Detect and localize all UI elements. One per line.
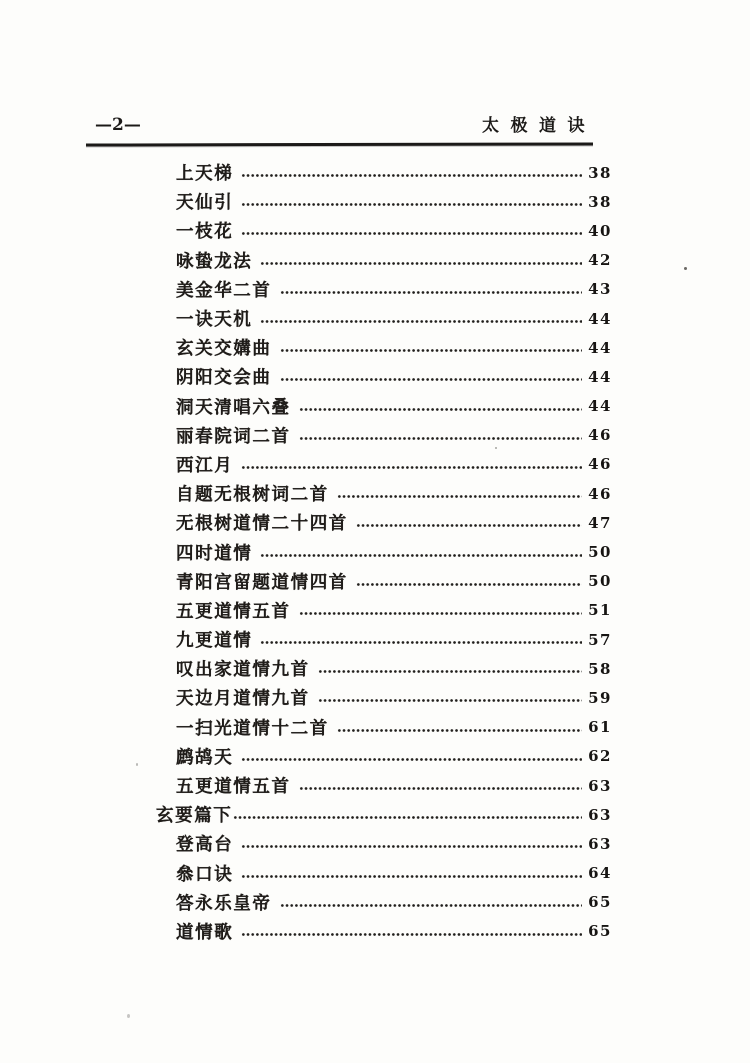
toc-entry-title: 玄要篇下 [156,805,233,826]
dot-leader [299,609,582,618]
toc-page-number: 47 [588,513,612,532]
toc-row [0,917,750,946]
toc-page-number: 50 [588,543,612,562]
toc-row [0,625,750,654]
toc-row [0,187,750,216]
toc-page-number: 63 [588,776,612,795]
toc-page-number: 63 [588,834,612,853]
folio-page-number: —2— [95,115,141,135]
toc-row [0,771,750,800]
scan-speck [136,763,138,766]
dot-leader [337,492,582,501]
toc-row [0,275,750,304]
toc-entry-title: 登高台 [176,834,234,855]
dot-leader [241,930,582,939]
toc-row [0,683,750,712]
toc-entry-title: 美金华二首 [176,279,272,300]
toc-row [0,450,750,479]
toc-page-number: 46 [588,455,612,474]
toc-entry-title: 鹧鸪天 [176,746,234,767]
scan-speck [684,267,687,270]
dot-leader [299,784,582,793]
toc-page-number: 65 [588,893,612,912]
toc-row [0,596,750,625]
toc-entry-title: 阴阳交会曲 [176,367,272,388]
toc-page-number: 46 [588,426,612,445]
dot-leader [241,200,582,209]
toc-page-number: 38 [588,192,612,211]
dot-leader [337,726,582,735]
toc-page-number: 42 [588,251,612,270]
table-of-contents [0,158,750,946]
dot-leader [280,288,583,297]
toc-page-number: 61 [588,718,612,737]
toc-entry-title: 自题无根树词二首 [176,484,329,505]
toc-page-number: 58 [588,659,612,678]
toc-page-number: 44 [588,367,612,386]
toc-row [0,537,750,566]
toc-page-number: 62 [588,747,612,766]
toc-entry-title: 叅口诀 [176,863,234,884]
dot-leader [233,813,582,822]
dot-leader [356,521,582,530]
toc-page-number: 59 [588,688,612,707]
toc-page-number: 44 [588,397,612,416]
header-rule [86,142,593,146]
toc-row [0,859,750,888]
dot-leader [241,463,582,472]
toc-row [0,567,750,596]
toc-entry-title: 洞天清唱六叠 [176,396,291,417]
dot-leader [356,580,582,589]
toc-entry-title: 道情歌 [176,921,234,942]
toc-row [0,333,750,362]
toc-row [0,888,750,917]
dot-leader [299,405,582,414]
toc-row [0,421,750,450]
toc-entry-title: 上天梯 [176,163,234,184]
toc-row [0,713,750,742]
dot-leader [260,317,582,326]
toc-page-number: 44 [588,309,612,328]
toc-entry-title: 丽春院词二首 [176,425,291,446]
toc-page-number: 44 [588,338,612,357]
toc-page-number: 46 [588,484,612,503]
dot-leader [280,375,583,384]
toc-page-number: 51 [588,601,612,620]
toc-page-number: 40 [588,221,612,240]
toc-row [0,158,750,187]
toc-entry-title: 青阳宫留题道情四首 [176,571,348,592]
toc-entry-title: 叹出家道情九首 [176,659,310,680]
running-head-book-title: 太极道诀 [482,116,596,135]
dot-leader [318,667,582,676]
toc-row [0,479,750,508]
toc-entry-title: 天边月道情九首 [176,688,310,709]
toc-page-number: 63 [588,805,612,824]
toc-row [0,392,750,421]
dot-leader [241,842,582,851]
toc-row [0,800,750,829]
toc-row [0,829,750,858]
dot-leader [299,434,582,443]
toc-row [0,362,750,391]
dot-leader [260,551,582,560]
toc-row [0,654,750,683]
toc-entry-title: 天仙引 [176,192,234,213]
toc-page-number: 57 [588,630,612,649]
dot-leader [260,259,582,268]
toc-entry-title: 一枝花 [176,221,234,242]
toc-entry-title: 一诀天机 [176,309,253,330]
dot-leader [318,696,582,705]
dot-leader [260,638,582,647]
toc-page-number: 50 [588,572,612,591]
toc-page-number: 64 [588,864,612,883]
toc-entry-title: 西江月 [176,454,234,475]
dot-leader [280,346,583,355]
toc-entry-title: 一扫光道情十二首 [176,717,329,738]
dot-leader [241,872,582,881]
dot-leader [241,229,582,238]
dot-leader [280,901,583,910]
toc-entry-title: 玄关交媾曲 [176,338,272,359]
scan-speck [495,447,497,449]
toc-entry-title: 五更道情五首 [176,776,291,797]
toc-row [0,216,750,245]
dot-leader [241,755,582,764]
toc-row [0,742,750,771]
toc-row [0,508,750,537]
toc-row [0,246,750,275]
toc-entry-title: 四时道情 [176,542,253,563]
toc-entry-title: 五更道情五首 [176,600,291,621]
toc-entry-title: 无根树道情二十四首 [176,513,348,534]
toc-page-number: 38 [588,163,612,182]
toc-entry-title: 九更道情 [176,630,253,651]
toc-row [0,304,750,333]
dot-leader [241,171,582,180]
toc-page-number: 65 [588,922,612,941]
toc-entry-title: 答永乐皇帝 [176,892,272,913]
toc-entry-title: 咏蛰龙法 [176,250,253,271]
scan-speck [127,1014,130,1018]
toc-page-number: 43 [588,280,612,299]
